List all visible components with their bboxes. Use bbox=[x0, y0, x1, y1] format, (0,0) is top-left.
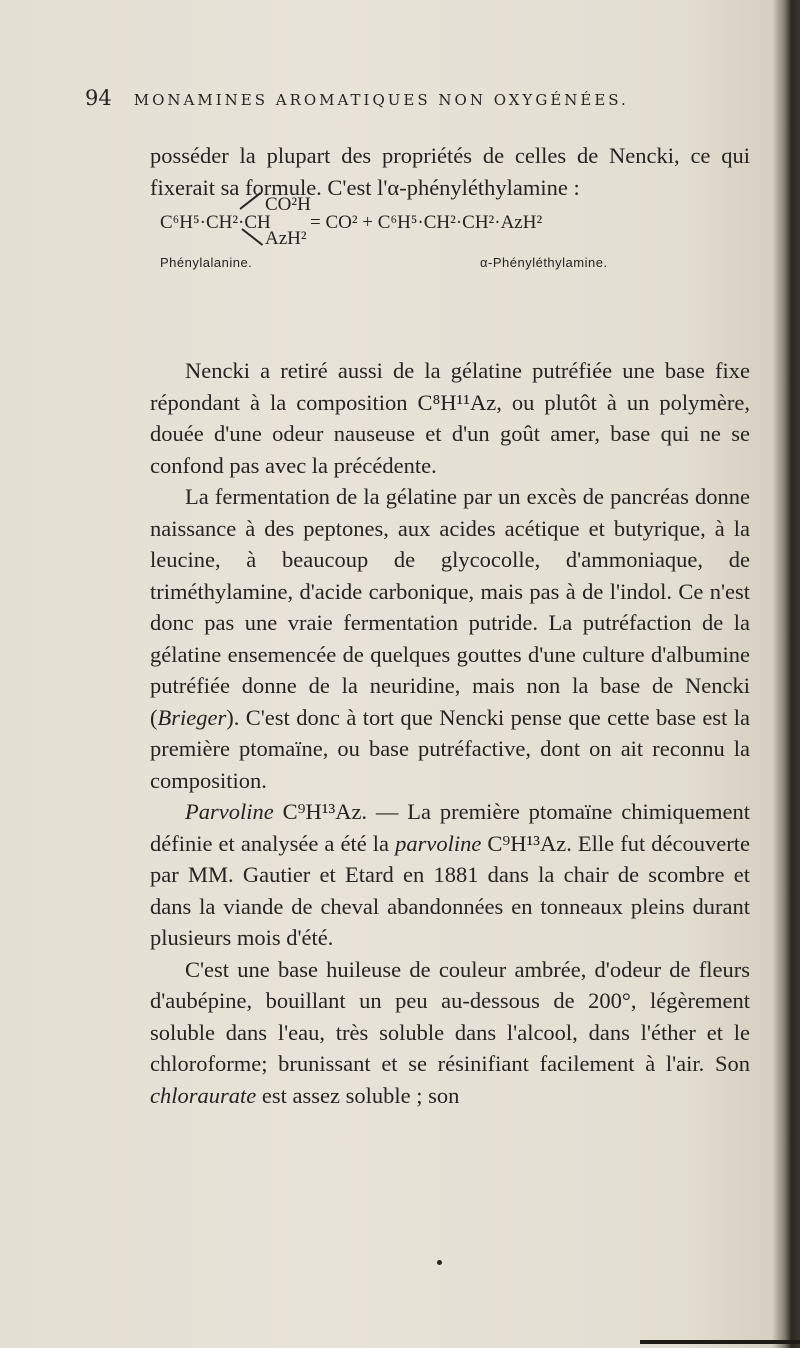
caption-phenylethylamine: α-Phényléthylamine. bbox=[480, 255, 608, 270]
paragraph-3 bbox=[150, 481, 750, 796]
paragraph-4-part-b: C⁹H¹³Az. Elle fut découverte par MM. Gautier et Etard en 1881 dans la chair de scombre et dans la viande de cheval abandonnées en tonneaux pleins durant plusieurs mois d'été. bbox=[150, 830, 750, 950]
ink-dot bbox=[437, 1260, 442, 1265]
main-text bbox=[150, 355, 750, 1111]
page-edge-shadow bbox=[772, 0, 800, 1348]
section-title-parvoline: Parvoline bbox=[185, 799, 274, 824]
paragraph-2: Nencki a retiré aussi de la gélatine putréfiée une base fixe répondant à la composition C⁸H¹¹Az, ou plutôt à un polymère, douée d'une odeur nauseuse et d'un goût amer, base qui ne se confond pas avec la précédente. bbox=[150, 358, 750, 478]
paragraph-5 bbox=[150, 954, 750, 1112]
paragraph-4-part-a: C⁹H¹³Az. — La première ptomaïne chimiquement définie et analysée a été la bbox=[150, 799, 750, 856]
caption-phenylalanine: Phénylalanine. bbox=[160, 255, 253, 270]
paragraph-5-part-a: C'est une base huileuse de couleur ambrée, d'odeur de fleurs d'aubépine, bouillant un peu au-dessous de 200°, légèrement soluble dans l'eau, très soluble dans l'alcool, dans l'éther et le chloroforme; brunissant et se résinifiant facilement à l'air. Son bbox=[150, 956, 750, 1076]
running-title: MONAMINES AROMATIQUES NON OXYGÉNÉES. bbox=[133, 91, 629, 109]
page-bottom-edge bbox=[640, 1340, 800, 1344]
page-number: 94 bbox=[85, 86, 112, 110]
chemical-equation bbox=[160, 194, 750, 249]
formula-bottom-group: AzH² bbox=[265, 228, 307, 249]
paragraph-intro bbox=[150, 140, 750, 203]
paragraph-3-part-b: ). C'est donc à tort que Nencki pense que cette base est la première ptomaïne, ou base putréfactive, dont on ait reconnu la composition. bbox=[150, 704, 750, 793]
paragraph-3-part-a: La fermentation de la gélatine par un excès de pancréas donne naissance à des peptones, aux acides acétique et butyrique, à la leucine, à beaucoup de glycocolle, d'ammoniaque, de triméthylamine, d'acide carbonique, mais pas à de l'indol. Ce n'est donc pas une vraie fermentation putride. La putréfaction de la gélatine ensemencée de quelques gouttes d'une culture d'albumine putréfiée donne de la neuridine, mais non la base de Nencki ( bbox=[150, 484, 750, 730]
formula-left: C⁶H⁵·CH²·CH bbox=[160, 212, 271, 233]
formula-top-group: CO²H bbox=[265, 194, 311, 215]
paragraph-1: posséder la plupart des propriétés de celles de Nencki, ce qui fixerait sa formule. C'est l'α-phényléthylamine : bbox=[150, 143, 750, 200]
term-parvoline: parvoline bbox=[395, 830, 482, 856]
term-chloraurate: chloraurate bbox=[150, 1082, 257, 1108]
citation-brieger: Brieger bbox=[157, 704, 227, 730]
formula-right: = CO² + C⁶H⁵·CH²·CH²·AzH² bbox=[310, 212, 543, 233]
running-header bbox=[85, 86, 735, 110]
paragraph-4 bbox=[150, 796, 750, 954]
paragraph-5-part-b: est assez soluble ; son bbox=[256, 1082, 460, 1108]
